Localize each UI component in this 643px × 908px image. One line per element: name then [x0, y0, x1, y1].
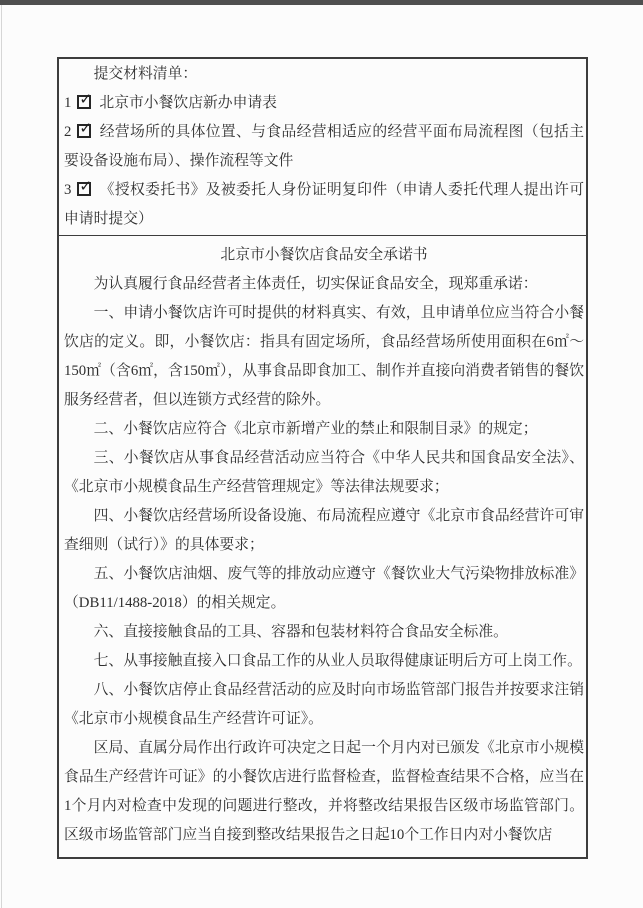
- commitment-paragraph: 八、小餐饮店停止食品经营活动的应及时向市场监管部门报告并按要求注销《北京市小规模食品生产经营许可证》。: [64, 682, 584, 727]
- item-number: 3: [64, 182, 72, 198]
- checklist-header: 提交材料清单：: [93, 66, 198, 82]
- item-number: 1: [64, 95, 72, 111]
- commitment-paragraph: 为认真履行食品经营者主体责任，切实保证食品安全，现郑重承诺：: [93, 276, 538, 292]
- commitment-paragraph: 区局、直属分局作出行政许可决定之日起一个月内对已颁发《北京市小规模食品生产经营许可证》的小餐饮店进行监督检查，监督检查结果不合格，应当在1个月内对检查中发现的问题进行整改，并将整改结果报告区级市场监管部门。区级市场监管部门应当自接到整改结果报告之日起10个工作日内对小餐饮店: [64, 740, 584, 843]
- item-text: 《授权委托书》及被委托人身份证明复印件（申请人委托代理人提出许可申请时提交）: [64, 182, 584, 227]
- commitment-paragraph: 一、申请小餐饮店许可时提供的材料真实、有效，且申请单位应当符合小餐饮店的定义。即，小餐饮店：指具有固定场所，食品经营场所使用面积在6㎡～150㎡（含6㎡，含150㎡），从事食品即食加工、制作并直接向消费者销售的餐饮服务经营者，但以连锁方式经营的除外。: [64, 305, 584, 408]
- item-text: 经营场所的具体位置、与食品经营相适应的经营平面布局流程图（包括主要设备设施布局）、操作流程等文件: [64, 124, 584, 169]
- commitment-paragraph: 七、从事接触直接入口食品工作的从业人员取得健康证明后方可上岗工作。: [93, 653, 582, 669]
- check-mark-icon: ✓: [79, 177, 92, 195]
- checkbox-checked-icon[interactable]: [77, 90, 92, 109]
- checkbox-checked-icon[interactable]: [77, 177, 92, 196]
- commitment-paragraph: 五、小餐饮店油烟、废气等的排放动应遵守《餐饮业大气污染物排放标准》（DB11/1488-2018）的相关规定。: [64, 566, 584, 611]
- commitment-title: 北京市小餐饮店食品安全承诺书: [220, 247, 428, 263]
- window-top-bar: [0, 0, 643, 5]
- item-number: 2: [64, 124, 72, 140]
- checklist-item-3: [64, 176, 584, 234]
- commitment-letter-section: [59, 235, 586, 857]
- checklist-item-1: [64, 89, 584, 118]
- materials-checklist-section: [59, 59, 586, 235]
- check-mark-icon: ✓: [79, 119, 92, 137]
- document-table: [57, 57, 588, 859]
- checkbox-checked-icon[interactable]: [77, 119, 92, 138]
- commitment-paragraph: 二、小餐饮店应符合《北京市新增产业的禁止和限制目录》的规定；: [93, 421, 538, 437]
- commitment-paragraph: 六、直接接触食品的工具、容器和包装材料符合食品安全标准。: [93, 624, 508, 640]
- check-mark-icon: ✓: [79, 90, 92, 108]
- commitment-paragraph: 四、小餐饮店经营场所设备设施、布局流程应遵守《北京市食品经营许可审查细则（试行）》的具体要求；: [64, 508, 584, 553]
- checklist-item-2: [64, 118, 584, 176]
- page-left-edge-line: [1, 5, 2, 908]
- item-text: 北京市小餐饮店新办申请表: [99, 95, 277, 111]
- commitment-paragraph: 三、小餐饮店从事食品经营活动应当符合《中华人民共和国食品安全法》、《北京市小规模食品生产经营管理规定》等法律法规要求；: [64, 450, 584, 495]
